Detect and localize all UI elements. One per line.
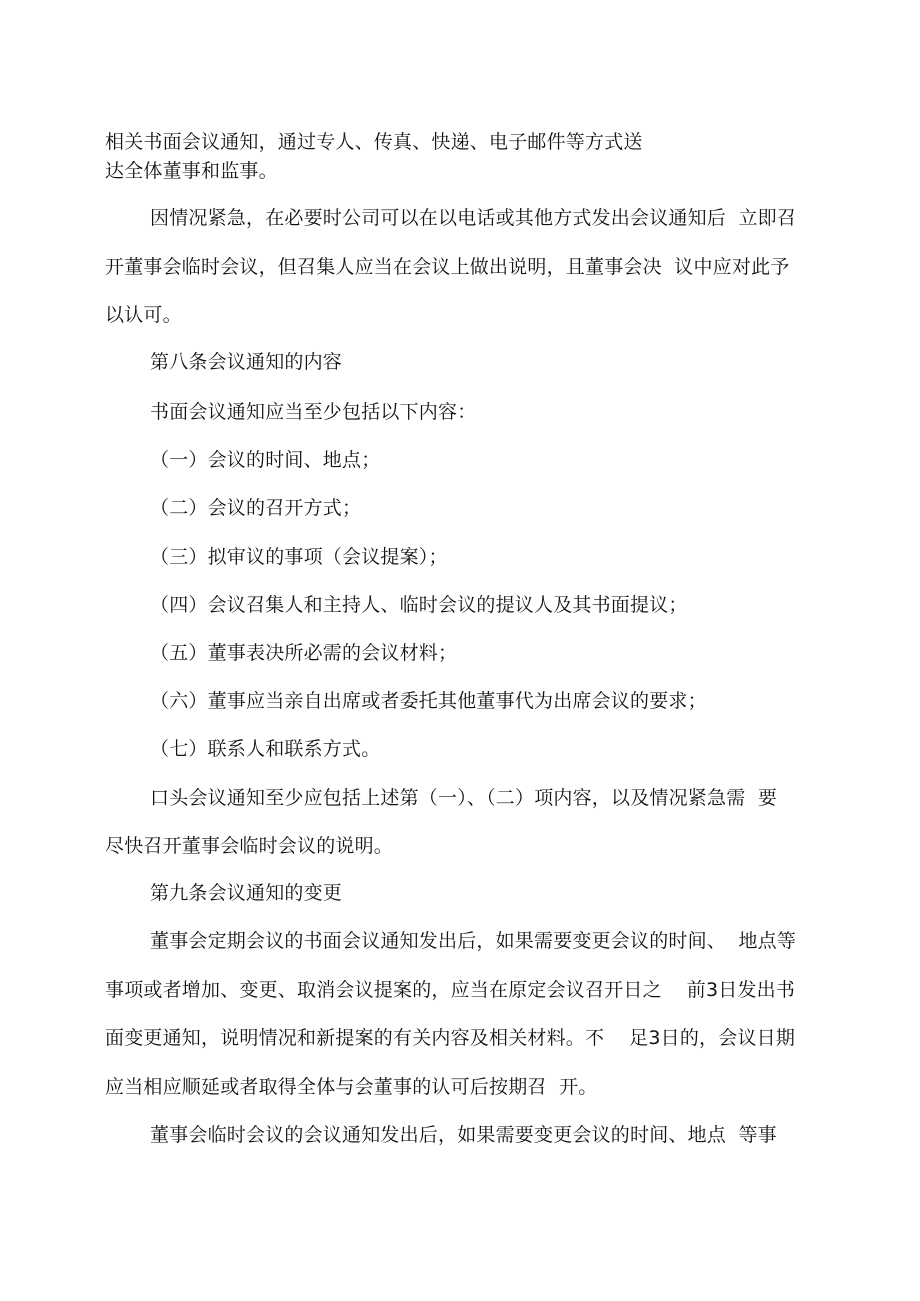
paragraph-line: 董事会临时会议的会议通知发出后，如果需要变更会议的时间、地点 等事 [150, 1124, 777, 1146]
list-item: （五）董事表决所必需的会议材料； [150, 642, 458, 664]
paragraph-line: 董事会定期会议的书面会议通知发出后，如果需要变更会议的时间、 地点等 [150, 930, 797, 952]
paragraph-line: 开董事会临时会议，但召集人应当在会议上做出说明，且董事会决 议中应对此予 [105, 256, 790, 278]
paragraph-line: 面变更通知，说明情况和新提案的有关内容及相关材料。不 足3日的，会议日期 [105, 1027, 796, 1049]
paragraph-line: 达全体董事和监事。 [105, 160, 278, 182]
list-item: （三）拟审议的事项（会议提案）； [150, 546, 448, 568]
list-item: （六）董事应当亲自出席或者委托其他董事代为出席会议的要求； [150, 690, 707, 712]
paragraph-line: 应当相应顺延或者取得全体与会董事的认可后按期召 开。 [105, 1076, 598, 1098]
list-item: （二）会议的召开方式； [150, 497, 362, 519]
section-heading: 第九条会议通知的变更 [150, 882, 343, 904]
paragraph-line: 书面会议通知应当至少包括以下内容： [150, 401, 477, 423]
paragraph-line: 口头会议通知至少应包括上述第（一）、（二）项内容，以及情况紧急需 要 [150, 787, 778, 809]
list-item: （四）会议召集人和主持人、临时会议的提议人及其书面提议； [150, 594, 688, 616]
paragraph-line: 相关书面会议通知，通过专人、传真、快递、电子邮件等方式送 [105, 131, 643, 153]
list-item: （七）联系人和联系方式。 [150, 738, 381, 760]
paragraph-line: 以认可。 [105, 304, 182, 326]
list-item: （一）会议的时间、地点； [150, 449, 381, 471]
paragraph-line: 事项或者增加、变更、取消会议提案的，应当在原定会议召开日之 前3日发出书 [105, 979, 796, 1001]
paragraph-line: 尽快召开董事会临时会议的说明。 [105, 835, 394, 857]
section-heading: 第八条会议通知的内容 [150, 351, 343, 373]
paragraph-line: 因情况紧急，在必要时公司可以在以电话或其他方式发出会议通知后 立即召 [150, 207, 797, 229]
